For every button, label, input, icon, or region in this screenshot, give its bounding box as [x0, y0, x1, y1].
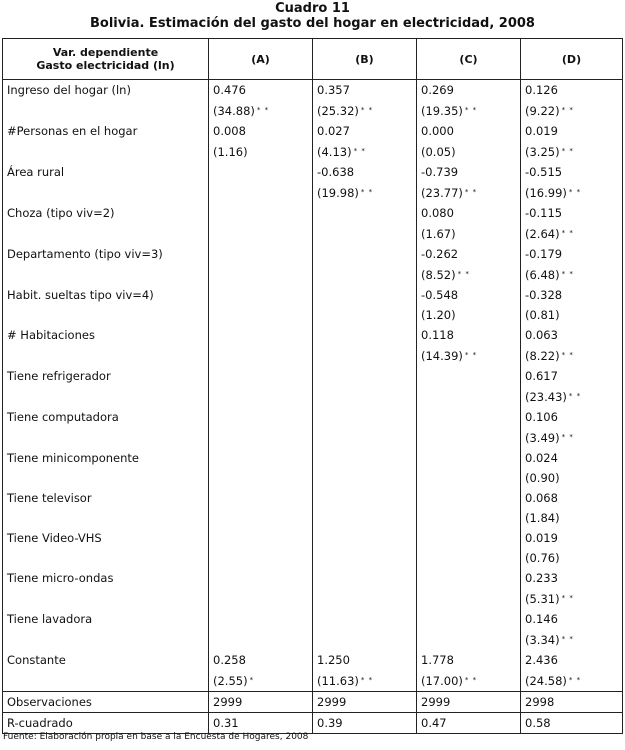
table-row — [3, 366, 623, 386]
cell-col-c — [417, 629, 521, 650]
row-label — [3, 468, 209, 488]
cell-value: 0.068 — [525, 491, 558, 505]
cell-col-b — [313, 285, 417, 305]
cell-value: 0.47 — [421, 716, 447, 730]
cell-col-c — [417, 264, 521, 285]
cell-col-b — [313, 588, 417, 609]
cell-col-a — [209, 121, 313, 141]
cell-col-d — [521, 244, 623, 264]
cell-col-b — [313, 427, 417, 448]
table-row — [3, 670, 623, 692]
significance-stars: * * — [464, 351, 478, 359]
cell-value: (0.76) — [525, 551, 560, 565]
cell-col-b — [313, 528, 417, 548]
cell-col-c — [417, 182, 521, 203]
cell-value: (1.84) — [525, 511, 560, 525]
table-number: Cuadro 11 — [275, 1, 350, 16]
cell-col-c — [417, 468, 521, 488]
significance-stars: * * — [353, 147, 366, 155]
row-label: Tiene computadora — [3, 407, 209, 427]
significance-stars: * — [249, 676, 255, 684]
significance-stars: * * — [561, 229, 574, 237]
cell-value: (23.43) — [525, 390, 567, 404]
cell-col-c — [417, 325, 521, 345]
table-row — [3, 162, 623, 182]
cell-col-d — [521, 528, 623, 548]
table-row — [3, 548, 623, 568]
significance-stars: * * — [568, 392, 582, 400]
significance-stars: * * — [561, 635, 574, 643]
cell-col-b — [313, 223, 417, 244]
cell-col-d — [521, 650, 623, 670]
row-label: Tiene Video-VHS — [3, 528, 209, 548]
cell-value: (1.67) — [421, 226, 456, 241]
cell-value: -0.638 — [317, 165, 355, 179]
cell-value: 0.31 — [213, 716, 239, 730]
cell-value: 0.146 — [525, 612, 558, 626]
cell-col-c — [417, 692, 521, 713]
cell-col-d — [521, 692, 623, 713]
cell-value: (2.55) — [213, 674, 248, 688]
cell-col-a — [209, 162, 313, 182]
row-label: # Habitaciones — [3, 325, 209, 345]
cell-col-c — [417, 162, 521, 182]
cell-value: (0.05) — [421, 144, 456, 159]
cell-value: 0.58 — [525, 716, 551, 730]
table-row — [3, 508, 623, 528]
cell-col-d — [521, 468, 623, 488]
cell-col-d — [521, 407, 623, 427]
row-label — [3, 386, 209, 407]
header-col-a: (A) — [209, 39, 313, 80]
table-row — [3, 223, 623, 244]
cell-value: 0.008 — [213, 124, 246, 138]
cell-col-b — [313, 386, 417, 407]
cell-value: (4.13) — [317, 145, 352, 159]
significance-stars: * * — [360, 106, 374, 114]
row-label — [3, 548, 209, 568]
cell-col-b — [313, 670, 417, 692]
cell-value: -0.739 — [421, 165, 459, 179]
cell-col-a — [209, 713, 313, 734]
cell-col-c — [417, 285, 521, 305]
header-col-b: (B) — [313, 39, 417, 80]
cell-col-c — [417, 670, 521, 692]
significance-stars: * * — [561, 351, 574, 359]
row-label — [3, 100, 209, 121]
cell-col-b — [313, 141, 417, 162]
table-row — [3, 244, 623, 264]
row-label: Tiene lavadora — [3, 609, 209, 629]
table-row — [3, 448, 623, 468]
cell-col-d — [521, 141, 623, 162]
cell-col-c — [417, 528, 521, 548]
cell-value: (1.16) — [213, 144, 248, 159]
significance-stars: * * — [360, 188, 374, 196]
significance-stars: * * — [256, 106, 270, 114]
cell-value: (6.48) — [525, 268, 560, 282]
significance-stars: * * — [464, 676, 478, 684]
cell-col-a — [209, 141, 313, 162]
cell-value: 0.106 — [525, 410, 558, 424]
cell-value: (11.63) — [317, 674, 359, 688]
cell-col-b — [313, 325, 417, 345]
cell-col-b — [313, 264, 417, 285]
source-note: Fuente: Elaboración propia en base a la Encuesta de Hogares, 2008 — [3, 732, 309, 742]
row-label: Habit. sueltas tipo viv=4) — [3, 285, 209, 305]
cell-col-a — [209, 508, 313, 528]
cell-col-d — [521, 508, 623, 528]
significance-stars: * * — [464, 188, 478, 196]
cell-col-b — [313, 508, 417, 528]
cell-value: 2.436 — [525, 653, 558, 667]
table-row — [3, 692, 623, 713]
cell-col-b — [313, 650, 417, 670]
cell-col-b — [313, 162, 417, 182]
table-row — [3, 141, 623, 162]
row-label — [3, 182, 209, 203]
row-label: Tiene minicomponente — [3, 448, 209, 468]
cell-value: 2999 — [317, 695, 347, 709]
cell-value: -0.115 — [525, 206, 563, 220]
significance-stars: * * — [561, 106, 574, 114]
cell-value: (19.35) — [421, 104, 463, 118]
cell-col-b — [313, 100, 417, 121]
cell-col-b — [313, 345, 417, 366]
cell-col-a — [209, 407, 313, 427]
table-row — [3, 386, 623, 407]
table-row — [3, 468, 623, 488]
table-row — [3, 488, 623, 508]
cell-col-a — [209, 182, 313, 203]
cell-col-b — [313, 468, 417, 488]
row-label: Tiene refrigerador — [3, 366, 209, 386]
cell-value: -0.515 — [525, 165, 563, 179]
table-row — [3, 121, 623, 141]
header-row — [3, 39, 623, 80]
cell-col-c — [417, 345, 521, 366]
significance-stars: * * — [360, 676, 374, 684]
cell-value: 0.063 — [525, 328, 558, 342]
cell-col-d — [521, 386, 623, 407]
table-row — [3, 629, 623, 650]
cell-col-a — [209, 325, 313, 345]
cell-col-b — [313, 629, 417, 650]
table-row — [3, 285, 623, 305]
cell-col-c — [417, 609, 521, 629]
table-row — [3, 609, 623, 629]
cell-value: (5.31) — [525, 592, 560, 606]
cell-col-a — [209, 629, 313, 650]
cell-col-d — [521, 121, 623, 141]
cell-col-c — [417, 713, 521, 734]
cell-col-c — [417, 203, 521, 223]
cell-value: (8.52) — [421, 268, 456, 282]
cell-col-a — [209, 285, 313, 305]
table-caption — [0, 0, 625, 32]
cell-value: 0.019 — [525, 124, 558, 138]
cell-value: (3.25) — [525, 145, 560, 159]
cell-col-d — [521, 264, 623, 285]
significance-stars: * * — [561, 433, 574, 441]
cell-col-a — [209, 488, 313, 508]
cell-col-b — [313, 448, 417, 468]
cell-value: 0.269 — [421, 83, 454, 97]
cell-col-a — [209, 366, 313, 386]
cell-value: (3.49) — [525, 431, 560, 445]
cell-value: 0.080 — [421, 206, 454, 220]
cell-value: 0.126 — [525, 83, 558, 97]
cell-col-a — [209, 548, 313, 568]
cell-value: (8.22) — [525, 349, 560, 363]
table-row — [3, 305, 623, 325]
row-label: Departamento (tipo viv=3) — [3, 244, 209, 264]
cell-col-c — [417, 141, 521, 162]
cell-col-a — [209, 528, 313, 548]
cell-col-b — [313, 548, 417, 568]
cell-value: (3.34) — [525, 633, 560, 647]
header-col-d: (D) — [521, 39, 623, 80]
cell-col-c — [417, 223, 521, 244]
cell-value: 0.024 — [525, 451, 558, 465]
cell-col-b — [313, 366, 417, 386]
cell-col-d — [521, 588, 623, 609]
cell-col-b — [313, 713, 417, 734]
cell-value: 0.258 — [213, 653, 246, 667]
cell-col-d — [521, 100, 623, 121]
cell-col-a — [209, 650, 313, 670]
cell-col-c — [417, 588, 521, 609]
table-row — [3, 568, 623, 588]
cell-value: 1.250 — [317, 653, 350, 667]
table-row — [3, 100, 623, 121]
cell-col-c — [417, 488, 521, 508]
cell-col-a — [209, 203, 313, 223]
cell-col-d — [521, 366, 623, 386]
cell-col-a — [209, 448, 313, 468]
cell-col-a — [209, 345, 313, 366]
row-label: Tiene televisor — [3, 488, 209, 508]
cell-col-b — [313, 121, 417, 141]
cell-value: 0.476 — [213, 83, 246, 97]
table-row — [3, 203, 623, 223]
cell-col-b — [313, 609, 417, 629]
cell-col-a — [209, 305, 313, 325]
cell-col-a — [209, 427, 313, 448]
cell-col-d — [521, 223, 623, 244]
row-label: Ingreso del hogar (ln) — [3, 80, 209, 101]
cell-col-d — [521, 568, 623, 588]
cell-value: (9.22) — [525, 104, 560, 118]
cell-value: (0.81) — [525, 308, 560, 322]
cell-value: 1.778 — [421, 653, 454, 667]
cell-value: 2999 — [213, 695, 243, 709]
cell-col-c — [417, 650, 521, 670]
cell-col-d — [521, 713, 623, 734]
table-row — [3, 345, 623, 366]
cell-col-c — [417, 80, 521, 101]
cell-value: 0.39 — [317, 716, 343, 730]
cell-value: (24.58) — [525, 674, 567, 688]
cell-col-d — [521, 488, 623, 508]
table-row — [3, 427, 623, 448]
cell-col-b — [313, 568, 417, 588]
cell-col-a — [209, 264, 313, 285]
significance-stars: * * — [568, 188, 582, 196]
cell-col-d — [521, 203, 623, 223]
row-label — [3, 141, 209, 162]
row-label — [3, 264, 209, 285]
cell-col-b — [313, 488, 417, 508]
table-row — [3, 182, 623, 203]
cell-value: (25.32) — [317, 104, 359, 118]
cell-value: (34.88) — [213, 104, 255, 118]
cell-col-d — [521, 305, 623, 325]
cell-value: (23.77) — [421, 186, 463, 200]
cell-col-c — [417, 568, 521, 588]
cell-col-a — [209, 568, 313, 588]
cell-col-d — [521, 345, 623, 366]
table-row — [3, 588, 623, 609]
cell-col-d — [521, 182, 623, 203]
cell-col-c — [417, 244, 521, 264]
cell-value: -0.179 — [525, 247, 563, 261]
cell-col-c — [417, 508, 521, 528]
cell-col-d — [521, 162, 623, 182]
cell-col-d — [521, 285, 623, 305]
cell-value: 2998 — [525, 695, 555, 709]
cell-col-a — [209, 609, 313, 629]
cell-value: (14.39) — [421, 349, 463, 363]
table-body — [3, 80, 623, 734]
row-label — [3, 588, 209, 609]
row-label: R-cuadrado — [3, 713, 209, 734]
table-title: Bolivia. Estimación del gasto del hogar en electricidad, 2008 — [90, 16, 535, 31]
cell-col-a — [209, 386, 313, 407]
header-var-line2: Gasto electricidad (ln) — [36, 59, 175, 72]
table-row — [3, 650, 623, 670]
table-row — [3, 80, 623, 101]
cell-col-a — [209, 80, 313, 101]
row-label: Tiene micro-ondas — [3, 568, 209, 588]
row-label — [3, 629, 209, 650]
cell-value: (0.90) — [525, 471, 560, 485]
cell-col-c — [417, 121, 521, 141]
cell-value: 0.617 — [525, 369, 558, 383]
row-label: Choza (tipo viv=2) — [3, 203, 209, 223]
cell-col-d — [521, 80, 623, 101]
header-var-line1: Var. dependiente — [52, 46, 159, 59]
significance-stars: * * — [568, 676, 582, 684]
row-label — [3, 508, 209, 528]
table-row — [3, 325, 623, 345]
cell-col-b — [313, 203, 417, 223]
row-label — [3, 223, 209, 244]
cell-col-a — [209, 692, 313, 713]
significance-stars: * * — [464, 106, 478, 114]
row-label: Constante — [3, 650, 209, 670]
cell-col-a — [209, 588, 313, 609]
cell-col-d — [521, 548, 623, 568]
cell-col-a — [209, 223, 313, 244]
cell-value: 0.027 — [317, 124, 350, 138]
cell-value: 0.019 — [525, 531, 558, 545]
cell-col-d — [521, 670, 623, 692]
cell-col-c — [417, 548, 521, 568]
cell-col-b — [313, 305, 417, 325]
table-row — [3, 713, 623, 734]
row-label: Área rural — [3, 162, 209, 182]
cell-col-b — [313, 407, 417, 427]
cell-col-d — [521, 448, 623, 468]
table-row — [3, 407, 623, 427]
cell-col-a — [209, 468, 313, 488]
cell-col-c — [417, 100, 521, 121]
cell-col-b — [313, 244, 417, 264]
row-label — [3, 345, 209, 366]
cell-value: 2999 — [421, 695, 451, 709]
cell-col-a — [209, 670, 313, 692]
cell-col-c — [417, 448, 521, 468]
cell-col-a — [209, 100, 313, 121]
row-label — [3, 427, 209, 448]
cell-value: 0.357 — [317, 83, 350, 97]
significance-stars: * * — [561, 594, 574, 602]
cell-col-c — [417, 366, 521, 386]
significance-stars: * * — [561, 270, 574, 278]
cell-col-c — [417, 427, 521, 448]
cell-value: 0.000 — [421, 124, 454, 138]
cell-value: (2.64) — [525, 227, 560, 241]
header-col-c: (C) — [417, 39, 521, 80]
row-label — [3, 670, 209, 692]
cell-col-b — [313, 182, 417, 203]
cell-col-c — [417, 386, 521, 407]
cell-value: 0.118 — [421, 328, 454, 342]
row-label — [3, 305, 209, 325]
row-label: Observaciones — [3, 692, 209, 713]
cell-value: (17.00) — [421, 674, 463, 688]
cell-value: -0.328 — [525, 288, 563, 302]
cell-value: (1.20) — [421, 308, 456, 322]
cell-col-c — [417, 407, 521, 427]
regression-table — [2, 38, 623, 734]
cell-value: (19.98) — [317, 186, 359, 200]
table-row — [3, 528, 623, 548]
cell-value: (16.99) — [525, 186, 567, 200]
cell-value: -0.262 — [421, 247, 459, 261]
table-row — [3, 264, 623, 285]
cell-col-a — [209, 244, 313, 264]
cell-col-d — [521, 427, 623, 448]
cell-col-d — [521, 629, 623, 650]
row-label: #Personas en el hogar — [3, 121, 209, 141]
significance-stars: * * — [457, 270, 470, 278]
significance-stars: * * — [561, 147, 574, 155]
header-dependent-variable — [3, 39, 209, 80]
cell-col-b — [313, 80, 417, 101]
cell-value: 0.233 — [525, 571, 558, 585]
cell-col-d — [521, 609, 623, 629]
cell-col-c — [417, 305, 521, 325]
cell-col-b — [313, 692, 417, 713]
cell-col-d — [521, 325, 623, 345]
cell-value: -0.548 — [421, 288, 459, 302]
